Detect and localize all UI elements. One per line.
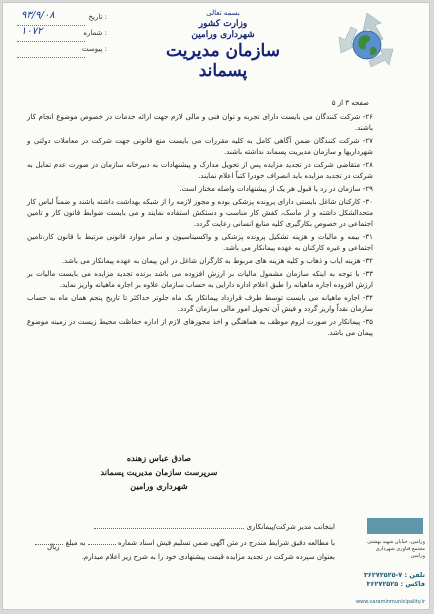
date-row bbox=[17, 11, 107, 27]
attachment-line bbox=[17, 57, 85, 58]
clause-28: ۲۸- متقاضی شرکت در تجدید مزایده پس از تحویل مدارک و پیشنهادات به دبیرخانه سازمان در صورت عدم تمایل به شرکت در تجدید مزایده باید انصراف خودرا کتباً اعلام نمایند. bbox=[27, 160, 373, 181]
clause-34: ۳۴- اجاره ماهیانه می بایست توسط طرف قرارداد پیمانکار یک ماه جلوتر حداکثر تا تاریخ پنجم همان ماه به حساب سازمان نقداً واریز گردد و فیش آن تحویل امور مالی سازمان گردد. bbox=[27, 292, 373, 313]
address-text: ورامین، خیابان شهید بهشتی مجتمع فناوری شهرداری ورامین bbox=[367, 539, 425, 559]
contact-block bbox=[355, 571, 425, 589]
number-label: شماره : bbox=[83, 29, 107, 37]
phone-number: تلفن : ۷-۳۶۲۷۲۵۲۵ bbox=[363, 571, 425, 579]
form-line-2 bbox=[25, 537, 335, 553]
letter-meta bbox=[17, 11, 107, 59]
form-line-2a-text: با مطالعه دقیق شرایط مندرج در متن آگهی ضمن تسلیم فیش اسناد شماره bbox=[117, 539, 335, 547]
clause-35: ۳۵- پیمانکار در صورت لزوم موظف به هماهنگی و اخذ مجوزهای لازم از اداره حفاظت محیط زیست در زمینه موضوع پیمان می باشد. bbox=[27, 316, 373, 337]
clause-29: ۲۹- سازمان در رد یا قبول هر یک از پیشنهادات واصله مختار است. bbox=[179, 184, 373, 193]
clause-27: ۲۷- شرکت کنندگان ضمن آگاهی کامل به کلیه مقررات می بایست منع قانونی جهت شرکت در معاملات دولتی و شهرداریها و سازمان مدیریت پسماند نداشته باشند. bbox=[27, 136, 373, 157]
form-line-3 bbox=[25, 553, 335, 569]
clause-26: ۲۶- شرکت کنندگان می بایست دارای تجربه و توان فنی و مالی لازم جهت ارائه خدمات در خصوص موضوع انجام کار باشند. bbox=[27, 112, 373, 133]
currency-label: ریال bbox=[47, 543, 60, 551]
number-line bbox=[17, 41, 85, 42]
clause-30: ۳۰- کارکنان شاغل بایستی دارای پرونده پزشکی بوده و مجوز لازمه را از شبکه بهداشت داشته باشند و ضمناً لباس کار متحدالشکل داشته و از ماسک، کفش کار مناسب و دستکش استفاده نمایند و می بایست ضوابط قانون کار و تامین اجتماعی در خصوص بکارگیری کلیه منابع انسانی رعایت گردد. bbox=[27, 196, 373, 229]
fax-number: فاکس : ۳۶۲۷۲۵۲۵ bbox=[366, 580, 425, 588]
letter-page bbox=[2, 2, 430, 610]
date-label: تاریخ : bbox=[88, 13, 107, 21]
number-value: ۱۰۷۲ bbox=[21, 26, 43, 37]
attachment-row bbox=[17, 43, 107, 59]
form-line-1-text: اینجانب مدیر شرکت/پیمانکاری bbox=[246, 523, 335, 531]
receipt-number-blank[interactable] bbox=[88, 537, 116, 545]
recycle-globe-logo-icon bbox=[331, 9, 403, 77]
clause-33: ۳۳- با توجه به اینکه سازمان مشمول مالیات بر ارزش افزوده می باشد برنده تجدید مزایده می بایست مالیات بر ارزش افزوده اجاره ماهیانه را طبق اعلام اداره دارایی به حساب سازمان علاوه بر اجاره ماهیانه واریز نماید. bbox=[27, 268, 373, 289]
signatory-name: صادق عباس زهنده bbox=[126, 453, 192, 463]
conditions-body bbox=[27, 111, 373, 340]
attachment-label: پیوست : bbox=[81, 45, 107, 53]
website-link[interactable]: www.varaminmunicipality.ir bbox=[356, 599, 425, 605]
signature-block bbox=[59, 451, 259, 493]
organization-name: سازمان مدیریت پسماند bbox=[166, 41, 280, 81]
ministry-name: وزارت کشور bbox=[198, 19, 248, 29]
municipality-name: شهرداری ورامین bbox=[191, 30, 255, 40]
invocation: بسمه تعالی bbox=[206, 9, 240, 17]
letterhead bbox=[153, 9, 293, 81]
form-line-3-text: بعنوان سپرده شرکت در تجدید مزایده قیمت پیشنهادی خود را به شرح زیر اعلام میدارم. bbox=[81, 553, 335, 561]
side-stamp bbox=[367, 518, 423, 534]
form-line-2b-text: به مبلغ bbox=[65, 539, 86, 547]
form-line-1 bbox=[25, 521, 335, 537]
number-row bbox=[17, 27, 107, 43]
clause-31: ۳۱- بیمه و مالیات و هزینه تشکیل پرونده پزشکی و واکسیناسیون و سایر موارد قانونی مرتبط با قانون کار،تامین اجتماعی و غیره کارکنان به عهده پیمانکار می باشد. bbox=[27, 232, 373, 253]
contractor-name-blank[interactable] bbox=[94, 521, 244, 529]
date-value: ۹۳/۹/۰۸ bbox=[21, 10, 55, 21]
bid-form bbox=[25, 521, 335, 569]
signatory-title: سرپرست سازمان مدیریت پسماند bbox=[100, 467, 218, 477]
clause-32: ۳۲- هزینه ایاب و ذهاب و کلیه هزینه های مربوط به کارگران شاغل در این پیمان به عهده پیمانکار می باشد. bbox=[61, 256, 373, 265]
signatory-org: شهرداری ورامین bbox=[130, 481, 188, 491]
page-number: صفحه ۳ از ۵ bbox=[331, 99, 369, 107]
